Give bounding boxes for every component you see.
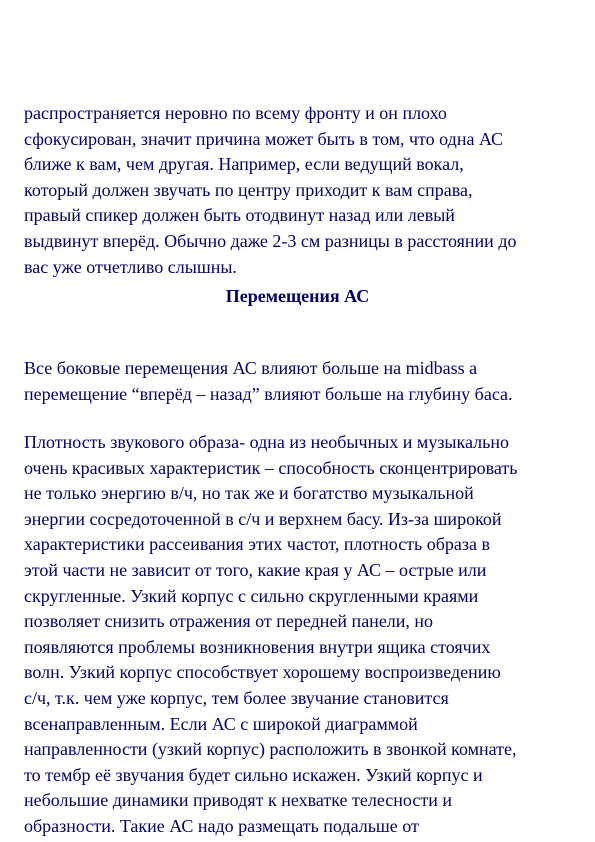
paragraph-3 bbox=[24, 430, 572, 840]
paragraph-line: не только энергию в/ч, но так же и богатство музыкальной bbox=[24, 483, 474, 504]
section-heading: Перемещения АС bbox=[225, 286, 370, 306]
paragraph-line: небольшие динамики приводят к нехватке телесности и bbox=[24, 790, 452, 811]
paragraph-line: направленности (узкий корпус) расположить в звонкой комнате, bbox=[24, 739, 517, 760]
paragraph-line: с/ч, т.к. чем уже корпус, тем более звучание становится bbox=[24, 687, 449, 708]
paragraph-line: всенаправленным. Если АС с широкой диаграммой bbox=[24, 713, 418, 734]
paragraph-line: правый спикер должен быть отодвинут назад или левый bbox=[24, 205, 455, 226]
paragraph-line: энергии сосредоточенной в с/ч и верхнем басу. Из-за широкой bbox=[24, 508, 502, 529]
paragraph-line: сфокусирован, значит причина может быть в том, что одна АС bbox=[24, 128, 504, 149]
paragraph-2 bbox=[24, 356, 572, 407]
paragraph-line: позволяет снизить отражения от передней панели, но bbox=[24, 611, 434, 632]
paragraph-line: перемещение “вперёд – назад” влияют больше на глубину баса. bbox=[24, 383, 513, 404]
paragraph-line: вас уже отчетливо слышны. bbox=[24, 256, 237, 277]
paragraph-line: появляются проблемы возникновения внутри ящика стоячих bbox=[24, 636, 491, 657]
paragraph-1 bbox=[24, 101, 572, 280]
paragraph-line: ближе к вам, чем другая. Например, если ведущий вокал, bbox=[24, 154, 464, 175]
paragraph-line: образности. Такие АС надо размещать подальше от bbox=[24, 815, 419, 836]
paragraph-line: распространяется неровно по всему фронту и он плохо bbox=[24, 103, 447, 123]
paragraph-line: который должен звучать по центру приходит к вам справа, bbox=[24, 179, 473, 200]
paragraph-line: характеристики рассеивания этих частот, плотность образа в bbox=[24, 534, 491, 555]
paragraph-line: волн. Узкий корпус способствует хорошему воспроизведению bbox=[24, 662, 501, 683]
paragraph-line: очень красивых характеристик – способность сконцентрировать bbox=[24, 457, 518, 478]
paragraph-line: скругленные. Узкий корпус с сильно скругленными краями bbox=[24, 585, 479, 606]
paragraph-line: этой части не зависит от того, какие края у АС – острые или bbox=[24, 559, 487, 580]
paragraph-line: выдвинут вперёд. Обычно даже 2-3 см разницы в расстоянии до bbox=[24, 230, 517, 251]
paragraph-line: то тембр её звучания будет сильно искажен. Узкий корпус и bbox=[24, 764, 483, 785]
paragraph-line: Все боковые перемещения АС влияют больше на midbass а bbox=[24, 358, 478, 378]
paragraph-line: Плотность звукового образа- одна из необычных и музыкально bbox=[24, 432, 509, 452]
